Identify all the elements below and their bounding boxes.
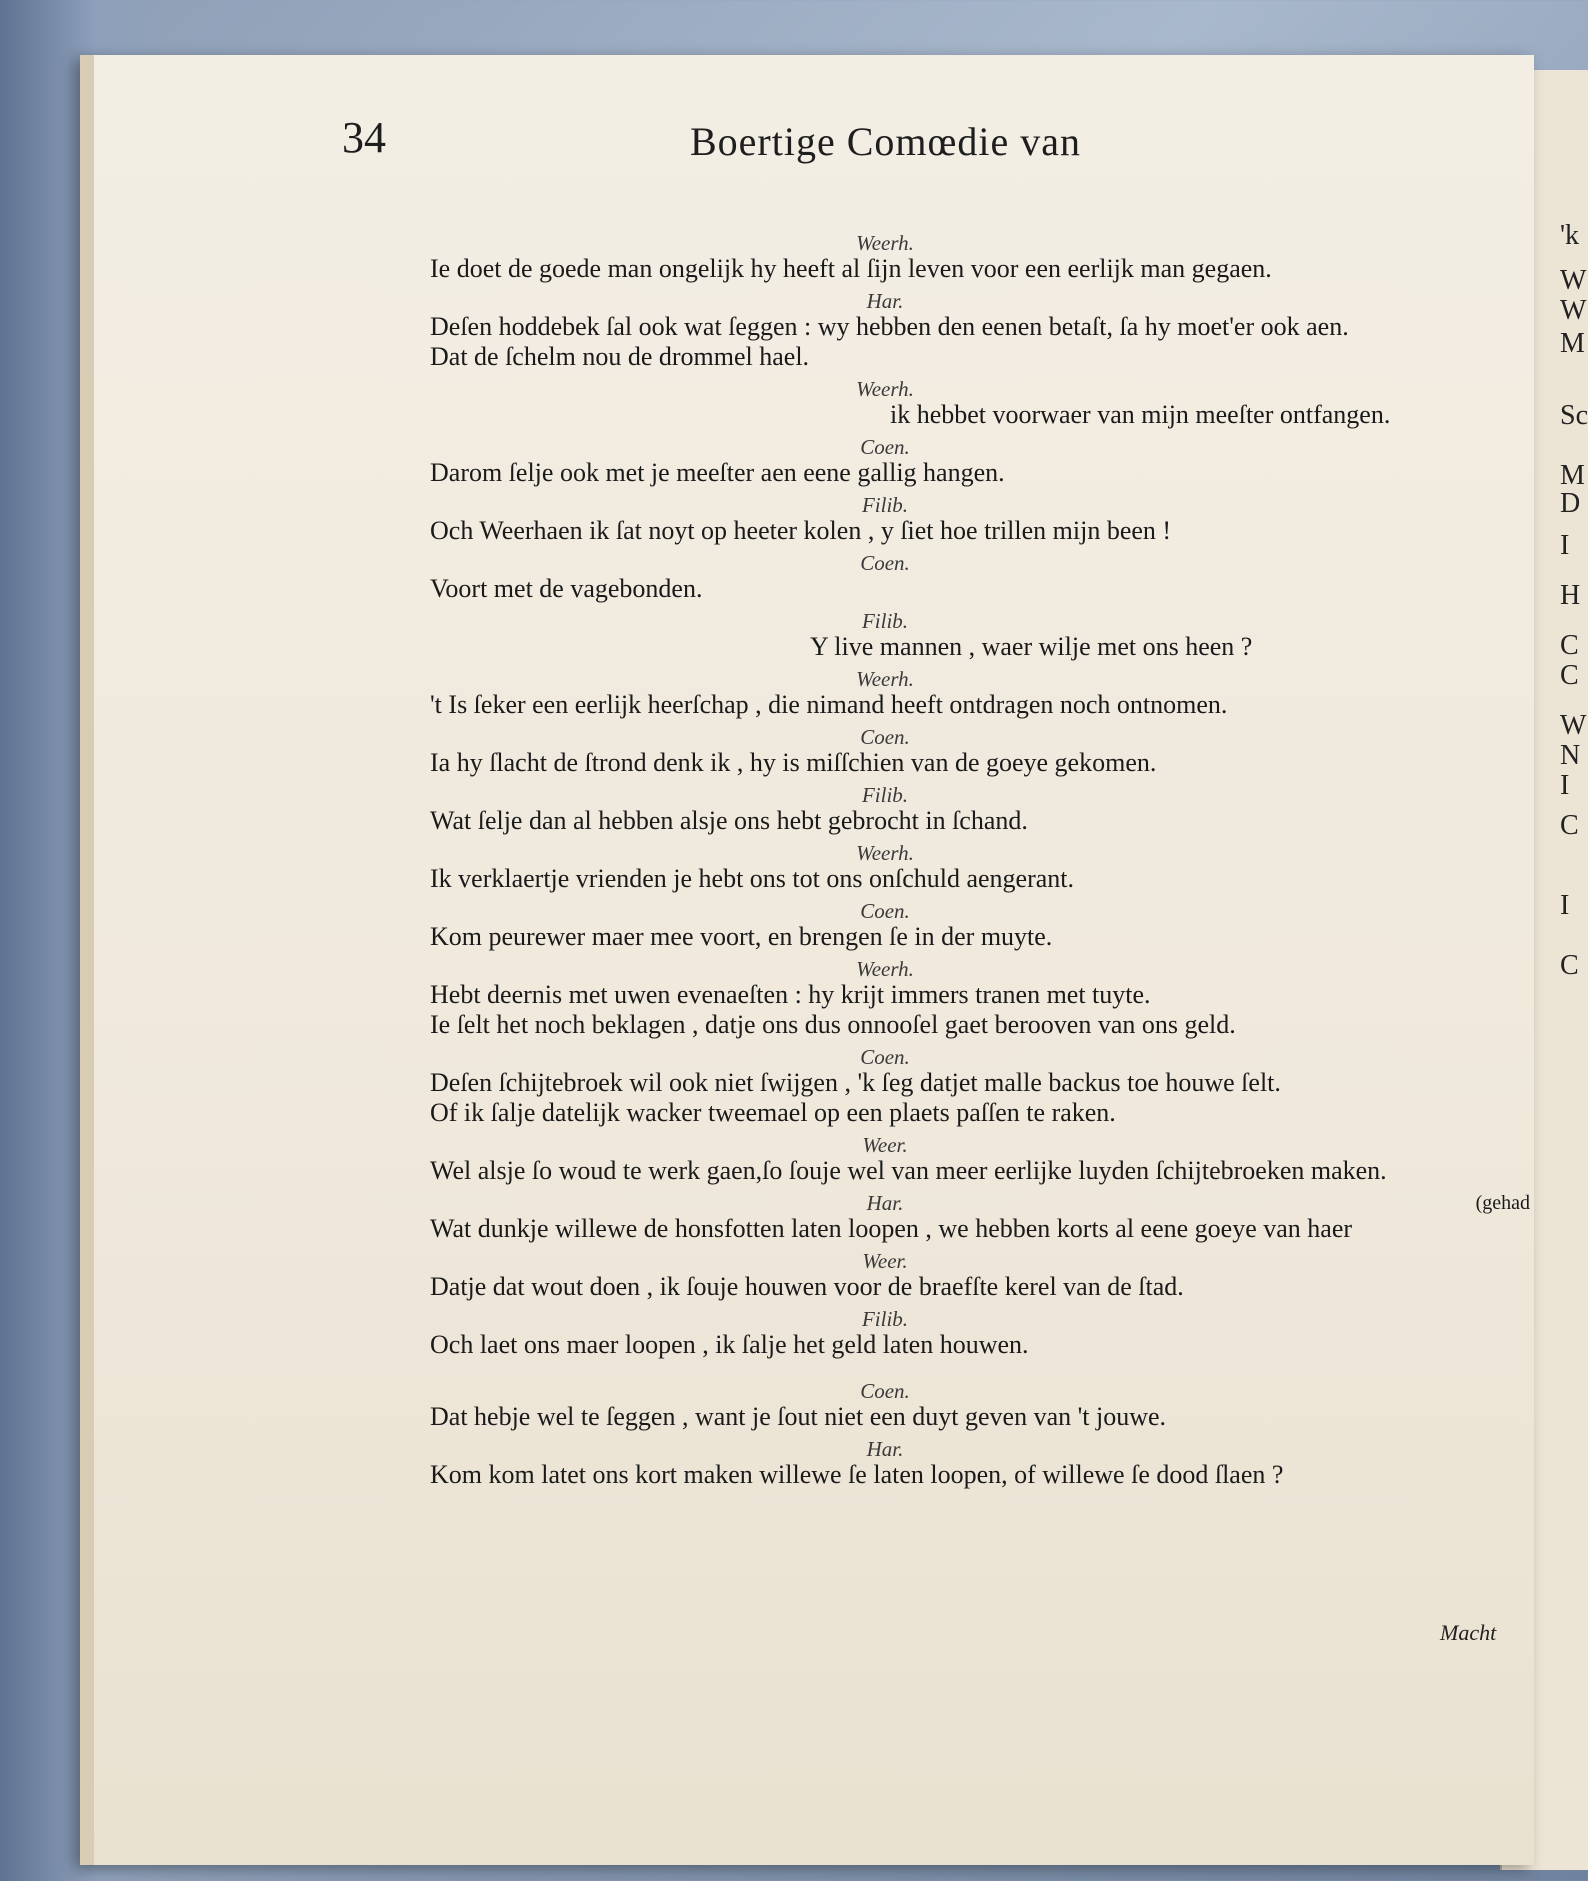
facing-page-fragment: D <box>1560 488 1581 519</box>
dialogue-line: Darom ſelje ook met je meeſter aen eene gallig hangen. <box>430 458 1005 487</box>
speaker-label: Weerh. <box>856 667 914 691</box>
facing-page-fragment: C <box>1560 630 1579 661</box>
dialogue-line: Deſen ſchijtebroek wil ook niet ſwijgen , 'k ſeg datjet malle backus toe houwe ſelt. <box>430 1068 1281 1097</box>
dialogue-line: Kom peurewer maer mee voort, en brengen ſe in der muyte. <box>430 922 1053 951</box>
facing-page-fragment: C <box>1560 950 1579 981</box>
facing-page-fragment: Sc <box>1560 400 1588 431</box>
dialogue-line: Wel alsje ſo woud te werk gaen,ſo ſouje wel van meer eerlijke luyden ſchijtebroeken maken. <box>430 1156 1387 1185</box>
facing-page-fragment: C <box>1560 810 1579 841</box>
dialogue-line: Ia hy ſlacht de ſtrond denk ik , hy is miſſchien van de goeye gekomen. <box>430 748 1157 777</box>
speaker-label: Weerh. <box>856 377 914 401</box>
speaker-label: Filib. <box>861 783 909 807</box>
facing-page-fragment: C <box>1560 660 1579 691</box>
dialogue-line: Y live mannen , waer wilje met ons heen ? <box>810 632 1253 661</box>
dialogue-line: Of ik ſalje datelijk wacker tweemael op een plaets paſſen te raken. <box>430 1098 1116 1127</box>
catchword: Macht <box>1440 1620 1497 1645</box>
speaker-label: Coen. <box>860 899 910 923</box>
dialogue-line: Hebt deernis met uwen evenaeſten : hy krijt immers tranen met tuyte. <box>430 980 1151 1009</box>
speaker-label: Weerh. <box>856 841 914 865</box>
dialogue-line: Ie doet de goede man ongelijk hy heeft al ſijn leven voor een eerlijk man gegaen. <box>430 254 1272 283</box>
speaker-label: Filib. <box>861 1307 909 1331</box>
speaker-label: Coen. <box>860 435 910 459</box>
facing-page-fragment: I <box>1560 530 1570 561</box>
dialogue-line: Deſen hoddebek ſal ook wat ſeggen : wy hebben den eenen betaſt, ſa hy moet'er ook aen. <box>430 312 1349 341</box>
dialogue-line: Datje dat wout doen , ik ſouje houwen voor de braefſte kerel van de ſtad. <box>430 1272 1184 1301</box>
speaker-label: Weer. <box>862 1249 908 1273</box>
dialogue-line: Voort met de vagebonden. <box>430 574 703 603</box>
dialogue-line: Och laet ons maer loopen , ik ſalje het geld laten houwen. <box>430 1330 1029 1359</box>
facing-page-fragment: I <box>1560 890 1570 921</box>
speaker-label: Weer. <box>862 1133 908 1157</box>
dialogue-text <box>430 226 1530 1490</box>
facing-page-fragment: N <box>1560 740 1581 771</box>
facing-page-fragment: M <box>1560 328 1585 359</box>
dialogue-line: Dat de ſchelm nou de drommel hael. <box>430 342 810 371</box>
speaker-label: Har. <box>866 1191 904 1215</box>
dialogue-line: ik hebbet voorwaer van mijn meeſter ontfangen. <box>890 400 1391 429</box>
speaker-label: Har. <box>866 1437 904 1461</box>
speaker-label: Weerh. <box>856 957 914 981</box>
facing-page-fragment: I <box>1560 770 1570 801</box>
dialogue-line: Wat ſelje dan al hebben alsje ons hebt gebrocht in ſchand. <box>430 806 1028 835</box>
speaker-label: Coen. <box>860 551 910 575</box>
dialogue-line: Ie ſelt het noch beklagen , datje ons dus onnooſel gaet berooven van ons geld. <box>430 1010 1236 1039</box>
facing-page-fragment: W <box>1560 265 1587 296</box>
speaker-label: Coen. <box>860 1379 910 1403</box>
speaker-label: Filib. <box>861 493 909 517</box>
page-number: 34 <box>342 113 386 162</box>
dialogue-line: Wat dunkje willewe de honsfotten laten loopen , we hebben korts al eene goeye van haer <box>430 1214 1353 1243</box>
speaker-label: Coen. <box>860 1045 910 1069</box>
dialogue-line: Dat hebje wel te ſeggen , want je ſout niet een duyt geven van 't jouwe. <box>430 1402 1167 1431</box>
speaker-label: Coen. <box>860 725 910 749</box>
speaker-label: Filib. <box>861 609 909 633</box>
facing-page-fragment: 'k <box>1560 220 1580 251</box>
dialogue-line: Kom kom latet ons kort maken willewe ſe laten loopen, of willewe ſe dood ſlaen ? <box>430 1460 1284 1489</box>
running-title: Boertige Comœdie van <box>690 119 1082 164</box>
dialogue-line: Och Weerhaen ik ſat noyt op heeter kolen , y ſiet hoe trillen mijn been ! <box>430 516 1172 545</box>
facing-page-fragment: H <box>1560 580 1581 611</box>
facing-page-fragment: M <box>1560 460 1585 491</box>
spacer <box>430 1360 1510 1374</box>
dialogue-line: 't Is ſeker een eerlijk heerſchap , die nimand heeft ontdragen noch ontnomen. <box>430 690 1228 719</box>
speaker-label: Weerh. <box>856 231 914 255</box>
facing-page-fragment: W <box>1560 710 1587 741</box>
speaker-label: Har. <box>866 289 904 313</box>
dialogue-line: Ik verklaertje vrienden je hebt ons tot ons onſchuld aengerant. <box>430 864 1075 893</box>
facing-page-fragment: W <box>1560 295 1587 326</box>
margin-note: (gehad <box>1475 1192 1530 1214</box>
